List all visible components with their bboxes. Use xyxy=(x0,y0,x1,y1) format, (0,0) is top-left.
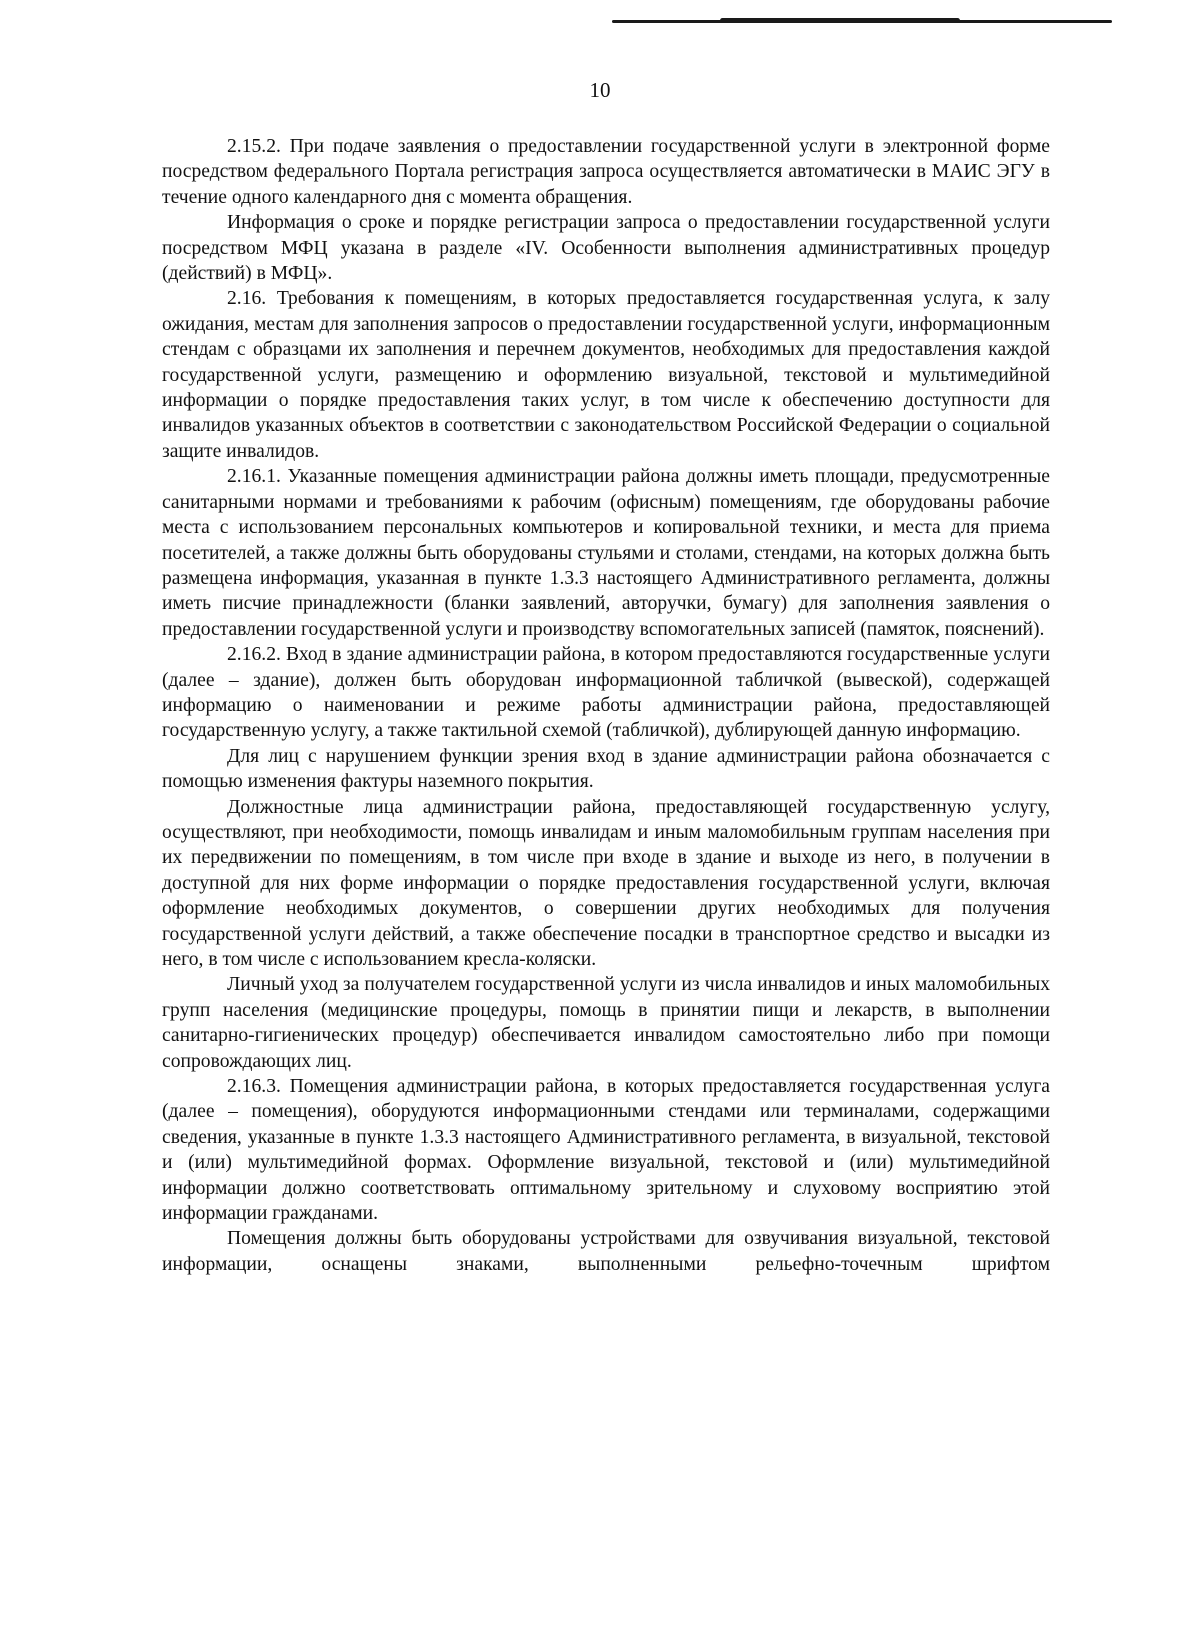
paragraph-registration-info: Информация о сроке и порядке регистрации запроса о предоставлении государственной услуги посредством МФЦ указана в разделе «IV. Особенности выполнения административных процедур (действий) в МФЦ». xyxy=(162,212,1050,285)
paragraph-2-16-1: 2.16.1. Указанные помещения администрации района должны иметь площади, предусмотренные санитарными нормами и требованиями к рабочим (офисным) помещениям, где оборудованы рабочие места с использованием персональных компьютеров и копировальной техники, и места для приема посетителей, а также должны быть оборудованы стульями и столами, стендами, на которых должна быть размещена информация, указанная в пункте 1.3.3 настоящего Административного регламента, должны иметь писчие принадлежности (бланки заявлений, авторучки, бумагу) для заполнения заявления о предоставлении государственной услуги и производству вспомогательных записей (памяток, пояснений). xyxy=(162,466,1050,640)
paragraph-2-16-2: 2.16.2. Вход в здание администрации района, в котором предоставляются государственные услуги (далее – здание), должен быть оборудован информационной табличкой (вывеской), содержащей информацию о наименовании и режиме работы администрации района, предоставляющей государственную услугу, а также тактильной схемой (табличкой), дублирующей данную информацию. xyxy=(162,644,1050,742)
top-rule-accent xyxy=(720,18,960,23)
paragraph-officials-assistance: Должностные лица администрации района, предоставляющей государственную услугу, осуществляют, при необходимости, помощь инвалидам и иным маломобильным группам населения при их передвижении по помещениям, в том числе при входе в здание и выходе из него, в получении в доступной для них форме информации о порядке предоставления государственной услуги, включая оформление необходимых документов, о совершении других необходимых для получения государственной услуги действий, а также обеспечение посадки в транспортное средство и высадки из него, в том числе с использованием кресла-коляски. xyxy=(162,796,1050,970)
paragraph-equipment: Помещения должны быть оборудованы устройствами для озвучивания визуальной, текстовой информации, оснащены знаками, выполненными рельефно-точечным шрифтом xyxy=(162,1228,1050,1275)
page-number: 10 xyxy=(589,78,611,102)
paragraph-personal-care: Личный уход за получателем государственной услуги из числа инвалидов и иных маломобильных групп населения (медицинские процедуры, помощь в принятии пищи и лекарств, в выполнении санитарно-гигиенических процедур) обеспечивается инвалидом самостоятельно либо при помощи сопровождающих лиц. xyxy=(162,974,1050,1072)
paragraph-2-16: 2.16. Требования к помещениям, в которых предоставляется государственная услуга, к залу ожидания, местам для заполнения запросов о предоставлении государственной услуги, информационным стендам с образцами их заполнения и перечнем документов, необходимых для предоставления каждой государственной услуги, размещению и оформлению визуальной, текстовой и мультимедийной информации о порядке предоставления таких услуг, в том числе к обеспечению доступности для инвалидов указанных объектов в соответствии с законодательством Российской Федерации о социальной защите инвалидов. xyxy=(162,288,1050,462)
paragraph-2-16-3: 2.16.3. Помещения администрации района, в которых предоставляется государственная услуга (далее – помещения), оборудуются информационными стендами или терминалами, содержащими сведения, указанные в пункте 1.3.3 настоящего Административного регламента, в визуальной, текстовой и (или) мультимедийной формах. Оформление визуальной, текстовой и (или) мультимедийной информации должно соответствовать оптимальному зрительному и слуховому восприятию этой информации гражданами. xyxy=(162,1076,1050,1225)
paragraph-vision-impaired: Для лиц с нарушением функции зрения вход в здание администрации района обозначается с помощью изменения фактуры наземного покрытия. xyxy=(162,745,1050,793)
document-body xyxy=(162,134,1050,1277)
paragraph-2-15-2: 2.15.2. При подаче заявления о предоставлении государственной услуги в электронной форме посредством федерального Портала регистрация запроса осуществляется автоматически в МАИС ЭГУ в течение одного календарного дня с момента обращения. xyxy=(162,136,1050,208)
